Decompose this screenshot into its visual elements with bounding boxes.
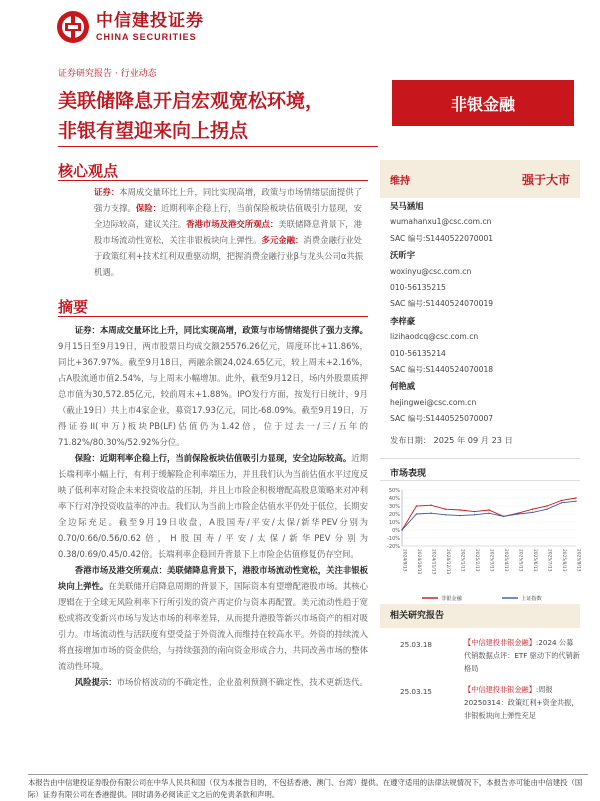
data-point [488, 509, 489, 510]
company-logo [56, 10, 204, 44]
core-lead-diversified: 多元金融： [261, 235, 304, 245]
core-lead-insurance: 保险： [135, 203, 161, 213]
analyst-phone: 010-56135215 [390, 283, 446, 293]
legend-label: 非银金融 [441, 596, 462, 602]
abstract-para-securities [58, 322, 368, 450]
data-point [546, 505, 547, 506]
title-divider [58, 146, 378, 147]
data-point [575, 497, 576, 498]
abstract-para-insurance [58, 450, 368, 562]
related-date: 25.03.18 [400, 640, 433, 649]
analyst-sac: SAC 编号:S1440522070001 [390, 233, 494, 243]
logo-chinese: 中信建投证券 [96, 11, 204, 31]
abstract-lead-risk: 风险提示： [74, 677, 117, 687]
analyst-name: 吴马涵旭 [390, 201, 424, 211]
abstract-body [58, 322, 368, 690]
data-point [488, 513, 489, 514]
abstract-text-hk: 在美联储开启降息周期的背景下，国际资本有望增配港股市场。其核心逻辑在于全球无风险利率下行所引发的资产再定价与资本再配置。美元流动性趋于宽松或将改变新兴市场与发达市场的利率差异，从而提升港股等新兴市场资产的相对吸引力。市场流动性与活跃度有望受益于外资流入而维持在较高水平。外资的持续流入将直接增加市场的资金供给，与持续强劲的南向资金形成合力，共同改善市场的整体流动性环境。 [58, 581, 369, 671]
analyst-2 [390, 247, 580, 313]
x-tick-label: 2025/5/13 [517, 549, 523, 572]
abstract-text-securities: 9月15日至9月19日，两市股票日均成交额25576.26亿元，周度环比+11.86%，同比+367.97%。截至9月18日，两融余额24,024.65亿元，较上周末+2.16%，占A股流通市值2.54%，与上周末小幅增加。此外，截至9月12日，场内外股票质押总市值为30,572.85亿元，较前周末+1.88%。IPO发行方面，按发行日统计，9月（截止19日）共上市4家企业，募资17.93亿元，同比-68.09%。截至9月19日，万得证券II(申万)板块PB(LF)估值仍为1.42倍，位于过去一/三/五年的71.82%/80.30%/52.92%分位。 [58, 341, 368, 447]
abstract-text-insurance: 近期长端利率小幅上行，有利于缓解险企利率端压力，并且我们认为当前估值水平过度反映了低利率对险企未来投资收益的压制，并且上市险企积极增配高股息策略来对冲利率下行对净投资收益率的冲击。我们认为当前上市险企估值水平仍处于低位，长期安全边际充足。截至9月19日收盘，A股国寿/平安/太保/新华PEV分别为0.70/0.66/0.56/0.62倍，H股国寿/平安/太保/新华PEV分别为0.38/0.69/0.45/0.42倍。长端利率企稳回升背景下上市险企估值修复仍存空间。 [58, 453, 369, 559]
analyst-name: 何艳威 [390, 381, 416, 392]
date-divider [380, 458, 580, 459]
data-point [430, 513, 431, 514]
abstract-para-risk [58, 674, 368, 690]
data-point [474, 511, 475, 512]
related-date: 25.03.15 [400, 687, 433, 696]
data-point [401, 529, 402, 530]
data-point [416, 513, 417, 514]
abstract-text-risk: 市场价格波动的不确定性，企业盈利预测不确定性，技术更新迭代。 [116, 677, 368, 687]
analyst-email[interactable]: woxinyu@csc.com.cn [390, 266, 472, 276]
core-lead-hk: 香港市场及港交所观点： [186, 219, 279, 229]
related-reports [380, 604, 580, 722]
core-text-hk: 美联储降息背景下，港股市场流动性宽松，关注非银板块向上弹性。 [94, 219, 362, 245]
data-point [416, 505, 417, 506]
data-point [546, 509, 547, 510]
analyst-name: 李梓豪 [390, 315, 416, 326]
rating-label: 维持 [390, 175, 410, 187]
related-item[interactable] [380, 675, 580, 722]
core-text-insurance: 近期利率企稳上行，当前保险板块估值吸引力显现，安全边际较高，建议关注。 [94, 203, 362, 229]
publish-date: 发布日期： 2025 年 09 月 23 日 [390, 435, 513, 445]
abstract-divider [58, 316, 368, 317]
y-tick-label: -10% [387, 536, 400, 542]
analyst-sac: SAC 编号:S1440524070019 [390, 299, 494, 309]
rating-bar [380, 160, 580, 198]
core-text-securities: 本周成交量环比上升，同比实现高增，政策与市场情绪层面提供了强力支撑。 [94, 187, 362, 213]
x-tick-label: 2025/7/13 [546, 549, 552, 572]
data-point [561, 502, 562, 503]
legend-label: 上证指数 [521, 596, 542, 602]
related-title-text: :2024 公募代销数据点评：ETF 驱动下的代销新格局 [464, 638, 580, 673]
analyst-email[interactable]: hejingwei@csc.com.cn [390, 397, 477, 407]
x-tick-label: 2024/10/13 [416, 549, 421, 575]
x-tick-label: 2025/6/13 [532, 549, 537, 572]
market-divider [380, 480, 580, 481]
disclaimer-text: 本报告由中信建投证券股份有限公司在中华人民共和国（仅为本报告目的，不包括香港、澳门、台湾）提供。在遵守适用的法律法规情况下，本报告亦可能由中信建投（国际）证券有限公司在香港提供。同时请务必阅读正文之后的免责条款和声明。 [28, 778, 583, 799]
abstract-para-hk [58, 562, 368, 674]
x-tick-label: 2024/11/13 [430, 549, 436, 575]
data-point [459, 515, 460, 516]
logo-emblem-icon [56, 10, 90, 44]
logo-english: CHINA SECURITIES [96, 32, 197, 42]
data-point [503, 516, 504, 517]
related-item[interactable] [380, 628, 580, 675]
abstract-lead-securities: 证券：本周成交量环比上升，同比实现高增，政策与市场情绪提供了强力支撑。 [74, 325, 368, 335]
analyst-email[interactable]: lizihaodcq@csc.com.cn [390, 332, 479, 342]
title-line-1: 美联储降息开启宏观宽松环境， [58, 90, 325, 112]
rating-value: 强于大市 [521, 172, 570, 187]
abstract-heading: 摘要 [58, 298, 89, 316]
data-point [517, 513, 518, 514]
data-point [474, 514, 475, 515]
data-point [459, 509, 460, 510]
y-tick-label: 0% [392, 528, 400, 534]
market-performance-heading: 市场表现 [390, 469, 427, 479]
analyst-3 [390, 313, 580, 379]
related-source: 【中信建投非银金融】 [464, 638, 536, 647]
analyst-phone: 010-56135214 [390, 348, 446, 358]
core-lead-securities: 证券： [94, 187, 120, 197]
x-tick-label: 2025/3/13 [488, 549, 494, 572]
core-paragraph [94, 184, 364, 280]
y-tick-label: 30% [388, 504, 400, 510]
y-tick-label: 10% [388, 520, 400, 526]
data-point [575, 501, 576, 502]
footer-divider [28, 774, 588, 775]
analyst-sac: SAC 编号:S1440525070007 [390, 414, 494, 424]
data-point [532, 512, 533, 513]
y-tick-label: 50% [388, 488, 400, 494]
market-performance-chart [382, 484, 581, 604]
data-point [532, 509, 533, 510]
related-title[interactable] [464, 636, 580, 675]
y-tick-label: 40% [388, 496, 400, 502]
analyst-email[interactable]: wumahanxu1@csc.com.cn [390, 217, 492, 227]
x-tick-label: 2025/1/13 [459, 549, 465, 572]
analyst-1 [390, 198, 580, 247]
analyst-name: 沃昕宇 [390, 250, 416, 261]
abstract-lead-hk: 香港市场及港交所观点：美联储降息背景下，港股市场流动性宽松，关注非银板块向上弹性。 [58, 565, 368, 591]
y-tick-label: -20% [387, 544, 400, 550]
related-heading: 相关研究报告 [380, 604, 580, 628]
related-title[interactable] [464, 683, 580, 722]
related-title-text: :周报20250314：政策红利+资金共振，非银板块向上弹性充足 [464, 685, 579, 720]
data-point [430, 505, 431, 506]
core-text-diversified: 消费金融行业处于政策红利+技术红利双重驱动期，把握消费金融行业β与龙头公司α共振机遇。 [94, 235, 364, 277]
analyst-list [380, 198, 580, 428]
data-point [445, 514, 446, 515]
core-heading: 核心观点 [58, 162, 119, 180]
data-point [561, 500, 562, 501]
x-tick-label: 2024/12/13 [445, 549, 450, 575]
x-tick-label: 2025/8/13 [561, 549, 566, 572]
x-tick-label: 2025/2/13 [474, 549, 479, 572]
x-tick-label: 2025/4/13 [503, 549, 508, 572]
title-line-2: 非银有望迎来向上拐点 [58, 120, 249, 142]
related-source: 【中信建投非银金融】 [464, 685, 536, 694]
y-tick-label: 20% [388, 512, 400, 518]
rating-panel [380, 160, 580, 428]
analyst-4 [390, 378, 580, 427]
report-title [58, 86, 368, 146]
abstract-lead-insurance: 保险：近期利率企稳上行，当前保险板块估值吸引力显现，安全边际较高。 [74, 453, 352, 463]
report-type: 证券研究报告 · 行业动态 [58, 69, 157, 79]
x-tick-label: 2025/9/13 [575, 549, 581, 572]
analyst-sac: SAC 编号:S1440524070018 [390, 365, 494, 375]
x-tick-label: 2024/9/13 [401, 549, 407, 572]
sector-badge: 非银金融 [392, 80, 574, 126]
core-divider [58, 180, 368, 181]
data-point [445, 509, 446, 510]
